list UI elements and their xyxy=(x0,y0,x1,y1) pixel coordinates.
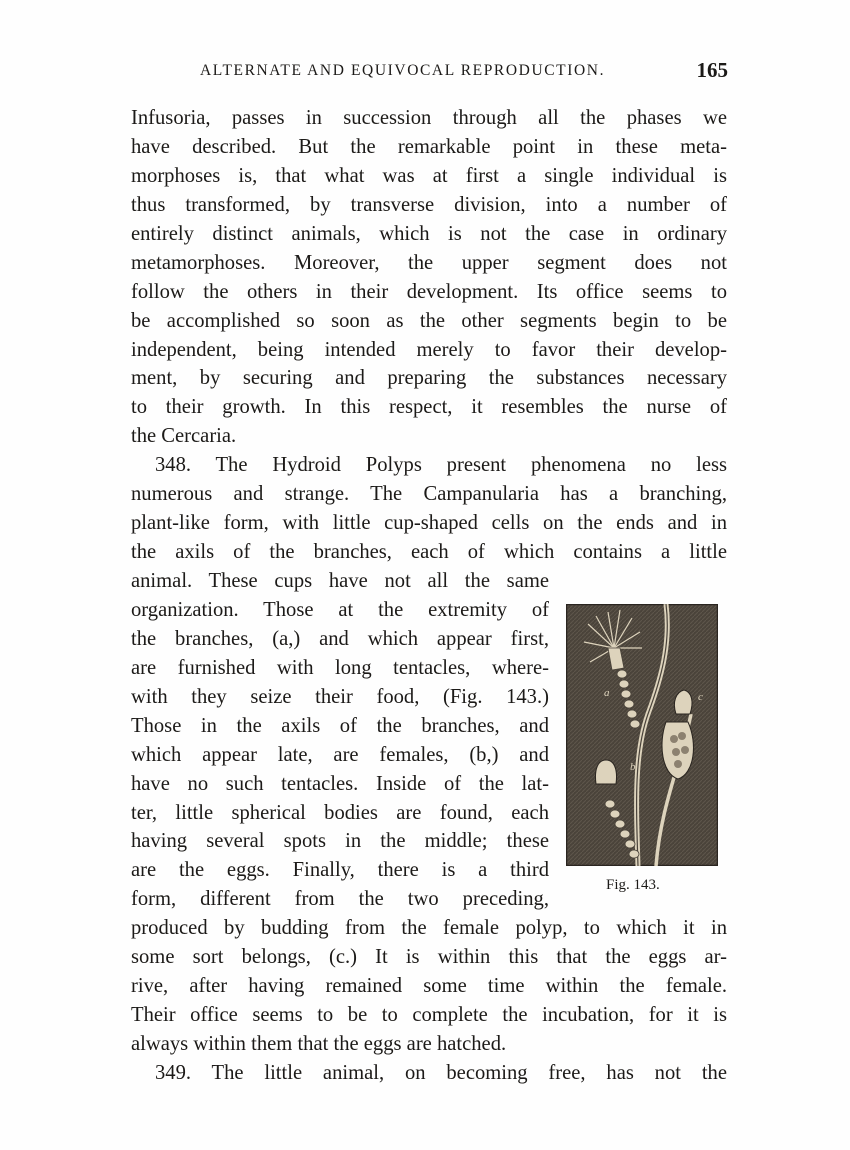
text-line: numerous and strange. The Campanularia has a branching, xyxy=(131,483,727,506)
text-line: be accomplished so soon as the other segments begin to be xyxy=(131,309,727,332)
running-title: ALTERNATE AND EQUIVOCAL REPRODUCTION. xyxy=(200,62,606,79)
page-number: 165 xyxy=(696,58,728,82)
figure-label-a: a xyxy=(604,687,610,699)
text-line-wrapped: with they seize their food, (Fig. 143.) xyxy=(131,685,549,708)
text-line-wrapped: the branches, (a,) and which appear first, xyxy=(131,627,549,650)
campanularia-engraving xyxy=(566,604,718,866)
text-line-wrapped: are furnished with long tentacles, where- xyxy=(131,656,549,679)
text-line: Their office seems to be to complete the incubation, for it is xyxy=(131,1004,727,1027)
lower-bell-cup xyxy=(595,760,616,784)
text-line: entirely distinct animals, which is not the case in ordinary xyxy=(131,222,727,245)
text-line-wrapped: ter, little spherical bodies are found, each xyxy=(131,801,549,824)
text-line: some sort belongs, (c.) It is within this that the eggs ar- xyxy=(131,946,727,969)
text-line: thus transformed, by transverse division, into a number of xyxy=(131,193,727,216)
text-line: ment, by securing and preparing the substances necessary xyxy=(131,367,727,390)
text-line: independent, being intended merely to favor their develop- xyxy=(131,338,727,361)
figure-143-campanularia xyxy=(566,604,718,866)
text-line: the axils of the branches, each of which contains a little xyxy=(131,541,727,564)
figure-label-b: b xyxy=(630,761,636,773)
text-line: follow the others in their development. Its office seems to xyxy=(131,280,727,303)
text-line: rive, after having remained some time within the female. xyxy=(131,975,727,998)
figure-label-c: c xyxy=(698,691,703,703)
text-line-wrapped: Those in the axils of the branches, and xyxy=(131,714,549,737)
paragraph-349-start: 349. The little animal, on becoming free, has not the xyxy=(155,1061,727,1084)
text-line-wrapped: animal. These cups have not all the same xyxy=(131,570,549,592)
text-line: morphoses is, that what was at first a single individual is xyxy=(131,164,727,187)
body-text xyxy=(131,104,727,1088)
text-line: the Cercaria. xyxy=(131,425,237,448)
text-line: plant-like form, with little cup-shaped cells on the ends and in xyxy=(131,512,727,535)
text-line: to their growth. In this respect, it resembles the nurse of xyxy=(131,396,727,419)
text-line-wrapped: are the eggs. Finally, there is a third xyxy=(131,859,549,882)
paragraph-348-start: 348. The Hydroid Polyps present phenomena no less xyxy=(155,454,727,477)
text-line: have described. But the remarkable point in these meta- xyxy=(131,135,727,158)
text-line: always within them that the eggs are hatched. xyxy=(131,1033,507,1055)
text-line: Infusoria, passes in succession through all the phases we xyxy=(131,107,727,129)
figure-caption: Fig. 143. xyxy=(606,877,660,893)
text-line-wrapped: which appear late, are females, (b,) and xyxy=(131,743,549,766)
text-line-wrapped: have no such tentacles. Inside of the lat- xyxy=(131,772,549,795)
running-head xyxy=(200,58,728,88)
text-line: metamorphoses. Moreover, the upper segment does not xyxy=(131,251,727,274)
text-line-wrapped: having several spots in the middle; these xyxy=(131,830,549,853)
text-line: produced by budding from the female polyp, to which it in xyxy=(131,917,727,940)
text-line-wrapped: organization. Those at the extremity of xyxy=(131,598,549,621)
text-line-wrapped: form, different from the two preceding, xyxy=(131,888,549,911)
